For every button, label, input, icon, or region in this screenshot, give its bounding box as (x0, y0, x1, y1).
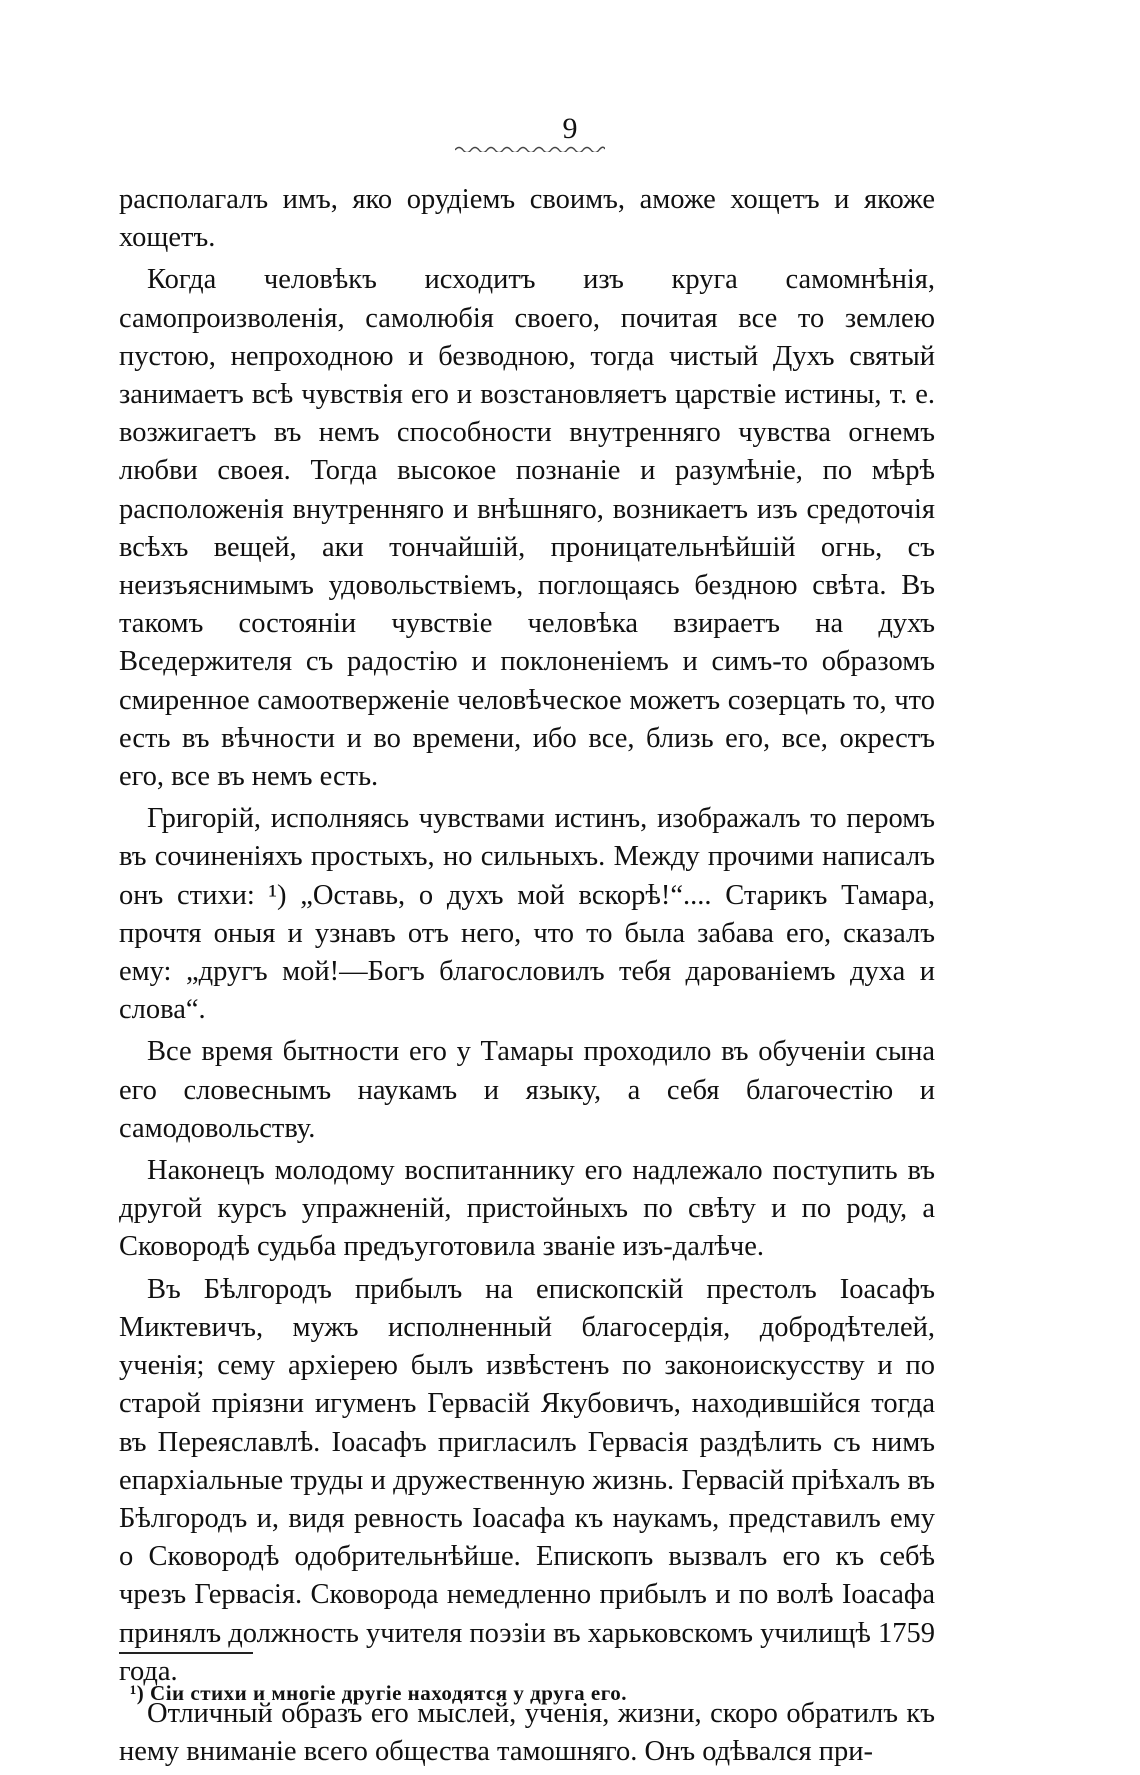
paragraph: Григорій, исполняясь чувствами истинъ, изображалъ то перомъ въ сочиненіяхъ простыхъ, но сильныхъ. Между прочими написалъ онъ стихи: ¹) „Оставь, о духъ мой вскорѣ!“.... Старикъ Тамара, прочтя оныя и узнавъ отъ него, что то была забава его, сказалъ ему: „другъ мой!—Богъ благословилъ тебя дарованіемъ духа и слова“. (119, 803, 935, 1026)
page-number: 9 (562, 112, 578, 145)
paragraph: Отличный образъ его мыслей, ученія, жизни, скоро обратилъ къ нему вниманіе всего общества тамошняго. Онъ одѣвался при- (119, 1697, 935, 1768)
paragraph: располагалъ имъ, яко орудіемъ своимъ, аможе хощетъ и якоже хощетъ. (119, 184, 935, 254)
paragraph: Въ Бѣлгородъ прибылъ на епископскій престолъ Іоасафъ Миктевичъ, мужъ исполненный благосердія, добродѣтелей, ученія; сему архіерею былъ извѣстенъ по законоискусству и по старой пріязни игуменъ Гервасій Якубовичъ, находившійся тогда въ Переяславлѣ. Іоасафъ пригласилъ Гервасія раздѣлить съ нимъ епархіальные труды и дружественную жизнь. Гервасій пріѣхалъ въ Бѣлгородъ и, видя ревность Іоасафа къ наукамъ, представилъ ему о Сковородѣ одобрительнѣйше. Епископъ вызвалъ его къ себѣ чрезъ Гервасія. Сковорода немедленно прибылъ и по волѣ Іоасафа принялъ должность учителя поэзіи въ харьковскомъ училищѣ 1759 года. (119, 1273, 935, 1687)
footnote-divider (119, 1652, 253, 1654)
paragraph: Когда человѣкъ исходитъ изъ круга самомнѣнія, самопроизволенія, самолюбія своего, почитая все то землею пустою, непроходною и безводною, тогда чистый Духъ святый занимаетъ всѣ чувствія его и возстановляетъ царствіе истины, т. е. возжигаетъ въ немъ способности внутренняго чувства огнемъ любви своея. Тогда высокое познаніе и разумѣніе, по мѣрѣ расположенія внутренняго и внѣшняго, возникаетъ изъ средоточія всѣхъ вещей, аки тончайшій, проницательнѣйшій огнь, съ неизъяснимымъ удовольствіемъ, поглощаясь бездною свѣта. Въ такомъ состояніи чувствіе человѣка взираетъ на духъ Вседержителя съ радостію и поклоненіемъ и симъ-то образомъ смиренное самоотверженіе человѣческое можетъ созерцать то, что есть въ вѣчности и во времени, ибо все, близь его, все, окрестъ его, все въ немъ есть. (119, 264, 935, 793)
footnote: ¹) Сіи стихи и многіе другіе находятся у друга его. (130, 1681, 627, 1705)
main-text (119, 181, 935, 1775)
wavy-ornament (455, 144, 605, 152)
paragraph: Все время бытности его у Тамары проходило въ обученіи сына его словеснымъ наукамъ и языку, а себя благочестію и самодовольству. (119, 1036, 935, 1144)
paragraph: Наконецъ молодому воспитаннику его надлежало поступить въ другой курсъ упражненій, пристойныхъ по свѣту и по роду, а Сковородѣ судьба предъуготовила званіе изъ-далѣче. (119, 1155, 935, 1263)
